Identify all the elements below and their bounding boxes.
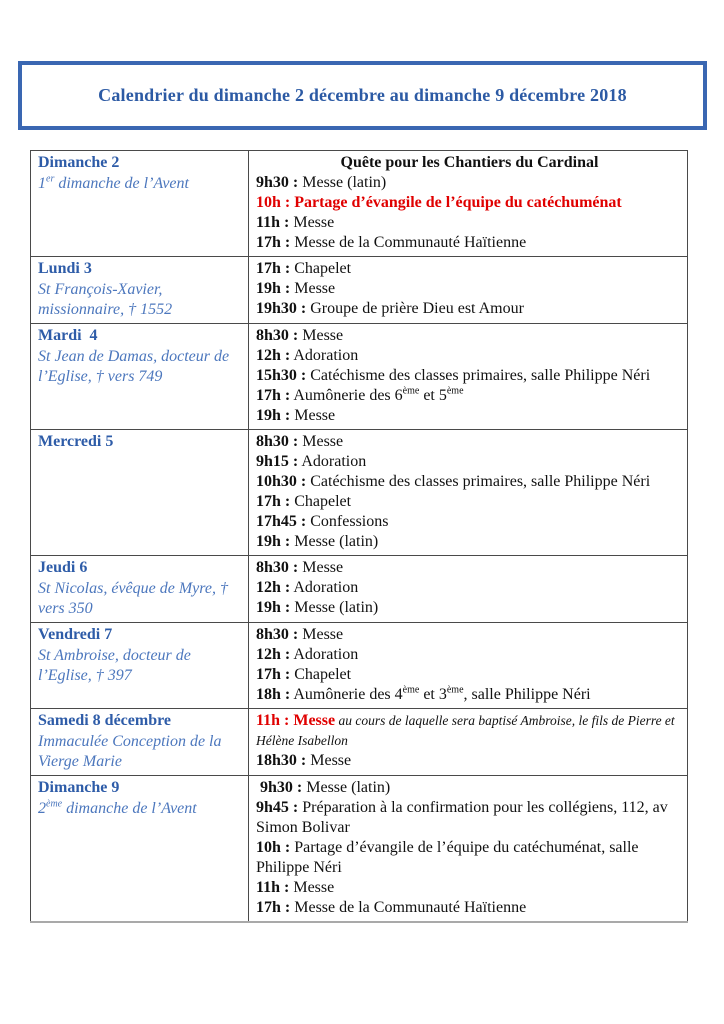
text-segment: 12h :	[256, 646, 291, 663]
calendar-row	[31, 709, 688, 776]
text-segment: 1	[38, 175, 46, 192]
text-segment: 17h :	[256, 387, 291, 404]
text-segment: 19h :	[256, 280, 291, 297]
text-segment: Quête pour les Chantiers du Cardinal	[340, 154, 599, 171]
event-line	[256, 173, 683, 193]
event-line	[256, 665, 683, 685]
text-segment: St François-Xavier, missionnaire, † 1552	[38, 281, 173, 318]
event-line	[256, 778, 683, 798]
event-line	[256, 432, 683, 452]
events-cell	[249, 556, 688, 623]
text-segment: 19h30 :	[256, 300, 307, 317]
event-line	[256, 878, 683, 898]
text-segment: ème	[402, 684, 420, 696]
text-segment: et 3	[419, 686, 447, 703]
text-segment: Messe (latin)	[290, 533, 379, 550]
day-cell	[31, 776, 249, 923]
day-label: Mardi 4	[38, 327, 98, 344]
event-line	[256, 685, 683, 705]
event-line	[256, 452, 683, 472]
text-segment: Immaculée Conception de la Vierge Marie	[38, 733, 222, 770]
text-segment: 11h : Messe	[256, 712, 336, 729]
event-line	[256, 898, 683, 918]
event-line	[256, 512, 683, 532]
text-segment: 15h30 :	[256, 367, 307, 384]
event-line	[256, 193, 683, 213]
day-subtitle	[38, 579, 244, 619]
text-segment: 17h :	[256, 666, 291, 683]
text-segment: 17h :	[256, 493, 291, 510]
text-segment: ème	[46, 798, 63, 810]
text-segment: 9h30 :	[256, 779, 303, 796]
text-segment: 10h : Partage d’évangile de l’équipe du catéchuménat	[256, 194, 622, 211]
text-segment: Chapelet	[290, 666, 352, 683]
text-segment: et 5	[419, 387, 447, 404]
day-subtitle	[38, 799, 244, 819]
text-segment: Messe	[289, 879, 335, 896]
day-subtitle	[38, 280, 244, 320]
text-segment: St Nicolas, évêque de Myre, † vers 350	[38, 580, 229, 617]
text-segment: Préparation à la confirmation pour les collégiens, 112, av Simon Bolivar	[256, 799, 672, 836]
event-line	[256, 558, 683, 578]
day-subtitle	[38, 732, 244, 772]
event-line	[256, 366, 683, 386]
text-segment: Catéchisme des classes primaires, salle Philippe Néri	[306, 473, 651, 490]
text-segment: 9h45 :	[256, 799, 299, 816]
event-line	[256, 233, 683, 253]
event-line	[256, 326, 683, 346]
events-cell	[249, 709, 688, 776]
calendar-row	[31, 623, 688, 709]
text-segment: Confessions	[306, 513, 389, 530]
text-segment: Messe	[290, 407, 336, 424]
text-segment: Messe	[298, 327, 344, 344]
events-cell	[249, 324, 688, 430]
day-cell	[31, 556, 249, 623]
event-line	[256, 645, 683, 665]
day-label: Dimanche 2	[38, 154, 120, 171]
text-segment: Chapelet	[290, 493, 352, 510]
text-segment: 11h :	[256, 879, 290, 896]
text-segment: Messe	[298, 433, 344, 450]
event-line	[256, 279, 683, 299]
events-cell	[249, 430, 688, 556]
text-segment: Messe (latin)	[298, 174, 387, 191]
text-segment: Adoration	[290, 646, 359, 663]
day-cell	[31, 709, 249, 776]
event-line	[256, 299, 683, 319]
calendar-row	[31, 151, 688, 257]
text-segment: St Jean de Damas, docteur de l’Eglise, † vers 749	[38, 348, 230, 385]
calendar-table	[30, 150, 688, 923]
event-line	[256, 346, 683, 366]
event-line	[256, 492, 683, 512]
text-segment: Adoration	[290, 347, 359, 364]
text-segment: 19h :	[256, 599, 291, 616]
text-segment: ème	[446, 385, 464, 397]
text-segment: Messe	[290, 280, 336, 297]
text-segment: dimanche de l’Avent	[62, 800, 197, 817]
day-label: Dimanche 9	[38, 779, 120, 796]
text-segment: 9h15 :	[256, 453, 299, 470]
calendar-table-body	[31, 151, 688, 923]
text-segment: 17h :	[256, 260, 291, 277]
event-line	[256, 472, 683, 492]
event-line	[256, 711, 683, 751]
event-line	[256, 798, 683, 838]
text-segment: 17h :	[256, 234, 291, 251]
text-segment: Messe de la Communauté Haïtienne	[290, 234, 527, 251]
text-segment: 8h30 :	[256, 626, 299, 643]
day-label: Lundi 3	[38, 260, 92, 277]
events-cell	[249, 623, 688, 709]
event-line	[256, 406, 683, 426]
event-line	[256, 213, 683, 233]
text-segment: Messe	[298, 626, 344, 643]
calendar-row	[31, 430, 688, 556]
text-segment: 12h :	[256, 347, 291, 364]
page-title: Calendrier du dimanche 2 décembre au dimanche 9 décembre 2018	[98, 85, 627, 105]
text-segment: Messe (latin)	[302, 779, 391, 796]
text-segment: 18h :	[256, 686, 291, 703]
text-segment: ème	[446, 684, 464, 696]
calendar-row	[31, 257, 688, 324]
title-box	[18, 61, 707, 130]
calendar-row	[31, 324, 688, 430]
text-segment: 12h :	[256, 579, 291, 596]
text-segment: 8h30 :	[256, 559, 299, 576]
text-segment: Messe	[306, 752, 352, 769]
day-cell	[31, 430, 249, 556]
text-segment: Messe	[298, 559, 344, 576]
text-segment: 19h :	[256, 533, 291, 550]
text-segment: 9h30 :	[256, 174, 299, 191]
text-segment: Messe de la Communauté Haïtienne	[290, 899, 527, 916]
event-line	[256, 598, 683, 618]
calendar-row	[31, 776, 688, 923]
text-segment: , salle Philippe Néri	[463, 686, 591, 703]
events-cell	[249, 257, 688, 324]
event-line	[256, 259, 683, 279]
event-header-line	[256, 153, 683, 173]
text-segment: 10h :	[256, 839, 291, 856]
day-subtitle	[38, 646, 244, 686]
event-line	[256, 532, 683, 552]
text-segment: Messe	[289, 214, 335, 231]
events-cell	[249, 151, 688, 257]
text-segment: Messe (latin)	[290, 599, 379, 616]
text-segment: Chapelet	[290, 260, 352, 277]
text-segment: ème	[402, 385, 420, 397]
text-segment: 8h30 :	[256, 327, 299, 344]
text-segment: Adoration	[290, 579, 359, 596]
calendar-row	[31, 556, 688, 623]
text-segment: Aumônerie des 6	[290, 387, 403, 404]
text-segment: 17h :	[256, 899, 291, 916]
text-segment: 19h :	[256, 407, 291, 424]
day-cell	[31, 151, 249, 257]
text-segment: Groupe de prière Dieu est Amour	[306, 300, 524, 317]
text-segment: 17h45 :	[256, 513, 307, 530]
day-cell	[31, 623, 249, 709]
day-cell	[31, 324, 249, 430]
text-segment: Catéchisme des classes primaires, salle Philippe Néri	[306, 367, 651, 384]
text-segment: er	[46, 173, 55, 185]
text-segment: 10h30 :	[256, 473, 307, 490]
text-segment: Aumônerie des 4	[290, 686, 403, 703]
day-subtitle	[38, 347, 244, 387]
text-segment: au cours de laquelle sera baptisé Ambroise, le fils de Pierre et Hélène Isabellon	[256, 713, 679, 748]
text-segment: Partage d’évangile de l’équipe du catéchuménat, salle Philippe Néri	[256, 839, 643, 876]
text-segment: 11h :	[256, 214, 290, 231]
text-segment: dimanche de l’Avent	[54, 175, 189, 192]
day-cell	[31, 257, 249, 324]
day-label: Jeudi 6	[38, 559, 88, 576]
event-line	[256, 625, 683, 645]
day-label: Vendredi 7	[38, 626, 113, 643]
text-segment: 18h30 :	[256, 752, 307, 769]
text-segment: St Ambroise, docteur de l’Eglise, † 397	[38, 647, 191, 684]
text-segment: Adoration	[298, 453, 367, 470]
day-label: Samedi 8 décembre	[38, 712, 172, 729]
text-segment: 2	[38, 800, 46, 817]
events-cell	[249, 776, 688, 923]
day-label: Mercredi 5	[38, 433, 114, 450]
event-line	[256, 578, 683, 598]
text-segment: 8h30 :	[256, 433, 299, 450]
event-line	[256, 751, 683, 771]
event-line	[256, 386, 683, 406]
event-line	[256, 838, 683, 878]
day-subtitle	[38, 174, 244, 194]
